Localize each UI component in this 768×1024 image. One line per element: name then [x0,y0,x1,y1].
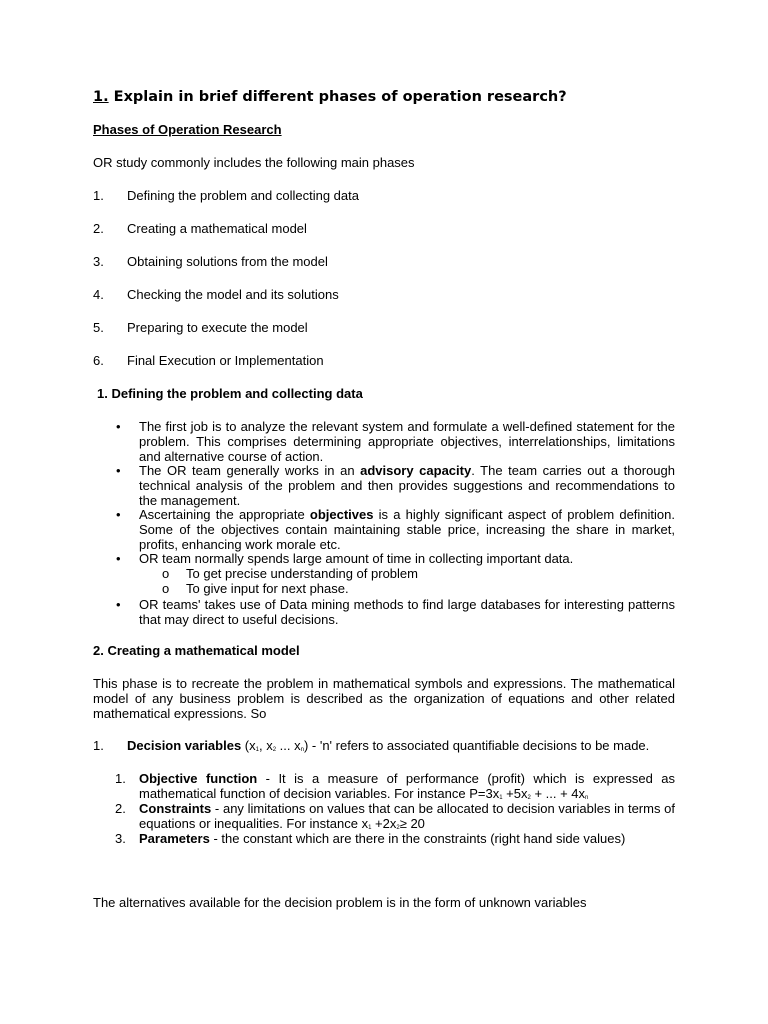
bullet-text: OR teams' takes use of Data mining methods to find large databases for interesting patterns that may direct to useful decisions. [139,597,675,627]
section-subheading: Phases of Operation Research [93,122,282,137]
bullet-marker: • [116,551,121,566]
sub-bullet-marker: o [162,581,170,596]
question-heading [93,88,567,106]
bullet-marker: • [116,597,121,612]
phase-text: Checking the model and its solutions [127,287,339,302]
phase-text: Preparing to execute the model [127,320,308,335]
phase-number: 3. [93,254,104,269]
item-text: Constraints - any limitations on values that can be allocated to decision variables in terms of equations or inequalities. For instance $x_1 +2x_2\ge 20$ [139,801,675,831]
phase-text: Final Execution or Implementation [127,353,324,368]
sub-bullet-text: To get precise understanding of problem [186,566,418,581]
phase-text: Obtaining solutions from the model [127,254,328,269]
sub-bullet-marker: o [162,566,170,581]
bullet-marker: • [116,507,121,522]
dv-text: Decision variables ($x_1$, $x_2$ ... $x_n$) - 'n' refers to associated quantifiable decisions to be made. [127,738,650,753]
section2-title: 2. Creating a mathematical model [93,643,300,658]
bold-term: Parameters [139,831,210,846]
phase-text: Creating a mathematical model [127,221,307,236]
item-text: Parameters - the constant which are there in the constraints (right hand side values) [139,831,626,846]
bold-term: Decision variables [127,738,242,753]
sub-bullet-text: To give input for next phase. [186,581,349,596]
phase-number: 4. [93,287,104,302]
phase-number: 2. [93,221,104,236]
dv-number: 1. [93,738,104,753]
bullet-text: The OR team generally works in an advisory capacity. The team carries out a thorough technical analysis of the problem and then provides suggestions and recommendations to the management. [139,463,675,508]
bullet-text: The first job is to analyze the relevant system and formulate a well-defined statement for the problem. This comprises determining appropriate objectives, interrelationships, limitations and alternative course of action. [139,419,675,464]
item-number: 2. [115,801,126,816]
section2-paragraph: This phase is to recreate the problem in mathematical symbols and expressions. The mathematical model of any business problem is described as the organization of equations and other related mathematical expressions. So [93,676,675,721]
question-text: Explain in brief different phases of operation research? [108,89,567,105]
bullet-marker: • [116,419,121,434]
item-text: Objective function - It is a measure of performance (profit) which is expressed as mathematical function of decision variables. For instance $P=3x_1 +5x_2$ + ... + $4x_n$ [139,771,675,801]
closing-text: The alternatives available for the decision problem is in the form of unknown variables [93,895,587,910]
intro-text: OR study commonly includes the following main phases [93,155,415,170]
bullet-text: OR team normally spends large amount of time in collecting important data. [139,551,574,566]
item-number: 1. [115,771,126,786]
bold-term: Constraints [139,801,212,816]
question-number: 1. [93,89,109,105]
phase-text: Defining the problem and collecting data [127,188,359,203]
bullet-marker: • [116,463,121,478]
phase-number: 6. [93,353,104,368]
bold-term: Objective function [139,771,258,786]
bullet-text: Ascertaining the appropriate objectives is a highly significant aspect of problem definition. Some of the objectives contain maintaining stable price, increasing the share in market, profits, enhancing work morale etc. [139,507,675,552]
bold-term: objectives [309,507,374,522]
item-number: 3. [115,831,126,846]
section1-title: 1. Defining the problem and collecting data [97,386,363,401]
bold-term: advisory capacity [360,463,472,478]
phase-number: 1. [93,188,104,203]
phase-number: 5. [93,320,104,335]
